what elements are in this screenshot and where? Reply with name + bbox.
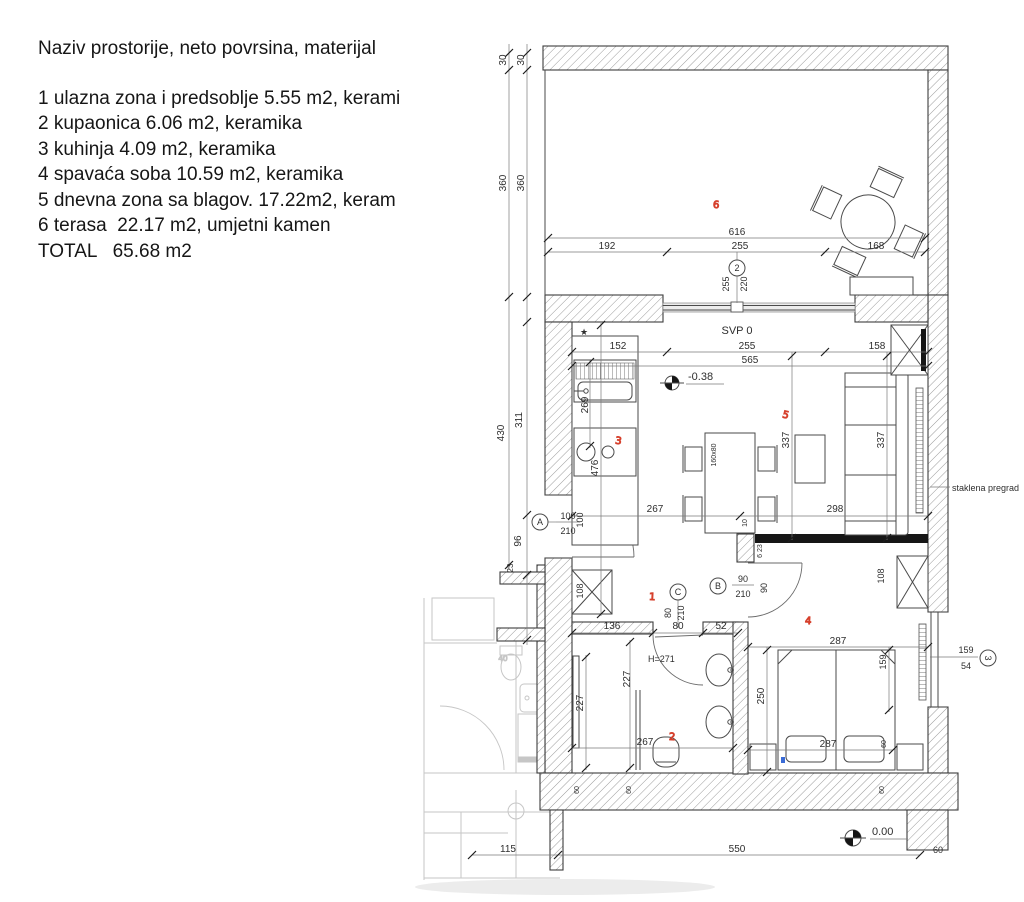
dimension-label: 30 xyxy=(498,54,509,66)
dimension-label: 227 xyxy=(575,694,586,712)
pillow xyxy=(844,736,884,762)
dimension-label: 158 xyxy=(868,341,886,352)
wall-bottom xyxy=(540,773,958,810)
dimension-label: 565 xyxy=(741,355,759,366)
axis-dim: 255 xyxy=(721,276,731,292)
door-size: 210 xyxy=(676,605,686,621)
wall-right-lower xyxy=(928,707,948,773)
dimension-label: 287 xyxy=(829,636,847,647)
door-tag-label: A xyxy=(536,517,544,527)
glass-partition-note: staklena pregrad xyxy=(952,483,1020,493)
dimension-label: 52 xyxy=(715,621,727,632)
dimension-label: 192 xyxy=(598,241,616,252)
level-marker-icon xyxy=(840,830,866,846)
door-height-note: H=271 xyxy=(648,654,675,664)
axis-dim: 159 xyxy=(958,645,974,655)
nightstand xyxy=(750,744,776,770)
sofa-arm xyxy=(845,521,896,535)
dimension-label: 60 xyxy=(879,786,886,794)
room-label-5: 5 xyxy=(781,409,791,422)
party-wall-b xyxy=(497,628,545,641)
legend-row: 3 kuhinja 4.09 m2, keramika xyxy=(38,138,276,160)
faucet xyxy=(584,389,588,393)
room-label-1: 1 xyxy=(648,591,656,604)
dimension-label: 159 xyxy=(878,654,888,670)
dimension-label: 115 xyxy=(500,844,516,855)
sofa-arm xyxy=(845,373,896,387)
bedroom-window xyxy=(919,612,948,707)
door-size: 210 xyxy=(735,589,751,599)
dimension-label: 250 xyxy=(756,687,767,705)
dimension-label: 267 xyxy=(636,737,654,748)
dimension-label: 136 xyxy=(603,621,621,632)
dimension-label: 255 xyxy=(731,241,749,252)
dimension-label: 60 xyxy=(626,786,633,794)
wall-left-upper xyxy=(545,322,572,495)
wall-top xyxy=(543,46,948,70)
dimension-label: 360 xyxy=(516,174,527,192)
dimension-label: 90 xyxy=(759,582,769,594)
dimension-label: 550 xyxy=(728,844,746,855)
legend-title: Naziv prostorije, neto povrsina, materijal xyxy=(38,38,376,59)
door-size: 90 xyxy=(737,574,749,584)
sink-drainer xyxy=(576,363,634,379)
wall-bottom-left xyxy=(550,810,563,870)
dimension-label: 100 xyxy=(575,512,585,528)
bath-bed-wall xyxy=(733,622,748,774)
dimension-label: 298 xyxy=(826,504,844,515)
chair xyxy=(758,447,775,471)
dimension-label: 287 xyxy=(819,739,837,750)
nightstand xyxy=(897,744,923,770)
dimension-label: 108 xyxy=(575,583,585,599)
dimension-label: 430 xyxy=(496,424,507,442)
chair xyxy=(758,497,775,521)
chair xyxy=(685,497,702,521)
wall-right-terrace xyxy=(928,70,948,295)
dimension-label: 311 xyxy=(514,412,525,428)
door-b-arc xyxy=(748,563,802,617)
sofa-body xyxy=(845,373,908,535)
level-value: -0.38 xyxy=(688,371,714,383)
dimension-label: 360 xyxy=(498,174,509,192)
chair xyxy=(870,168,902,197)
dimension-label: 80 xyxy=(672,621,684,632)
dimension-label: 168 xyxy=(867,241,885,252)
legend-row: 1 ulazna zona i predsoblje 5.55 m2, kerami xyxy=(38,87,401,109)
chair xyxy=(813,187,842,219)
door-size: 80 xyxy=(663,607,673,619)
level-value: 0.00 xyxy=(872,826,894,838)
dimension-label: 616 xyxy=(728,227,746,238)
wall-mid-left xyxy=(545,295,663,322)
wall-mid-right xyxy=(855,295,928,322)
legend-row: 4 spavaća soba 10.59 m2, keramika xyxy=(38,164,344,185)
terrace-bench xyxy=(850,277,913,295)
dimension-label: 96 xyxy=(513,535,524,547)
legend-row: 2 kupaonica 6.06 m2, keramika xyxy=(38,113,303,134)
chair xyxy=(834,246,866,275)
dimension-label: 23 xyxy=(506,563,515,573)
axis-number: 3 xyxy=(983,655,993,661)
dimension-label: 255 xyxy=(738,341,756,352)
room-label-2: 2 xyxy=(668,731,676,744)
dimension-label: 60 xyxy=(881,740,888,748)
bathroom-fixtures xyxy=(573,654,734,770)
room-label-6: 6 xyxy=(712,199,720,212)
dimension-label: 227 xyxy=(622,670,633,688)
dimension-label: 30 xyxy=(516,54,527,66)
door-size: 100 xyxy=(560,511,576,521)
wall-left-lower xyxy=(545,558,572,773)
wall-bottom-right xyxy=(907,810,948,850)
dimension-label: 152 xyxy=(609,341,627,352)
bedroom-furniture xyxy=(750,650,923,770)
wall-left-jog xyxy=(537,565,545,773)
chair xyxy=(685,447,702,471)
door-handle xyxy=(731,302,743,312)
wc-size-label: 40 xyxy=(498,654,508,663)
terrace-set xyxy=(793,148,943,296)
dimension-label: 60 xyxy=(932,845,944,855)
party-wall-a xyxy=(500,572,545,584)
legend-row: TOTAL 65.68 m2 xyxy=(38,240,192,262)
radiator xyxy=(919,624,926,700)
axis-number: 2 xyxy=(734,263,740,273)
dimension-label: 6 23 xyxy=(757,544,764,558)
radiator xyxy=(916,388,923,513)
dimension-label: 269 xyxy=(580,396,591,414)
blue-mark xyxy=(781,757,785,763)
kitchen xyxy=(572,327,638,545)
dimension-label: 267 xyxy=(646,504,664,515)
table-size-label: 160x80 xyxy=(711,443,718,467)
axis-dim: 220 xyxy=(739,276,749,292)
sofa xyxy=(795,373,923,535)
dimension-label: 10 xyxy=(742,519,749,527)
star-icon: ★ xyxy=(579,327,589,337)
door-c-leaf xyxy=(655,635,703,637)
wall-right-upper xyxy=(928,295,948,612)
dimension-label: 476 xyxy=(590,459,601,477)
dimension-label: 60 xyxy=(574,786,581,794)
legend-row: 6 terasa 22.17 m2, umjetni kamen xyxy=(38,215,331,236)
room-label-3: 3 xyxy=(614,435,623,448)
room-label-4: 4 xyxy=(804,615,812,628)
wall-stub xyxy=(737,534,754,562)
dimension-label: 337 xyxy=(876,431,887,449)
coffee-table xyxy=(795,435,825,483)
door-size: 210 xyxy=(560,526,576,536)
level-marker-icon xyxy=(660,376,684,390)
door-tag-label: C xyxy=(674,587,682,597)
svp-label: SVP 0 xyxy=(721,325,753,337)
dining-set xyxy=(683,433,777,533)
legend-row: 5 dnevna zona sa blagov. 17.22m2, keram xyxy=(38,189,396,211)
dimension-label: 108 xyxy=(876,568,886,584)
scan-artifact xyxy=(415,879,715,895)
door-tag-label: B xyxy=(714,581,722,591)
sliding-door xyxy=(663,302,855,312)
axis-dim: 54 xyxy=(960,661,972,671)
dimension-label: 337 xyxy=(781,431,792,449)
